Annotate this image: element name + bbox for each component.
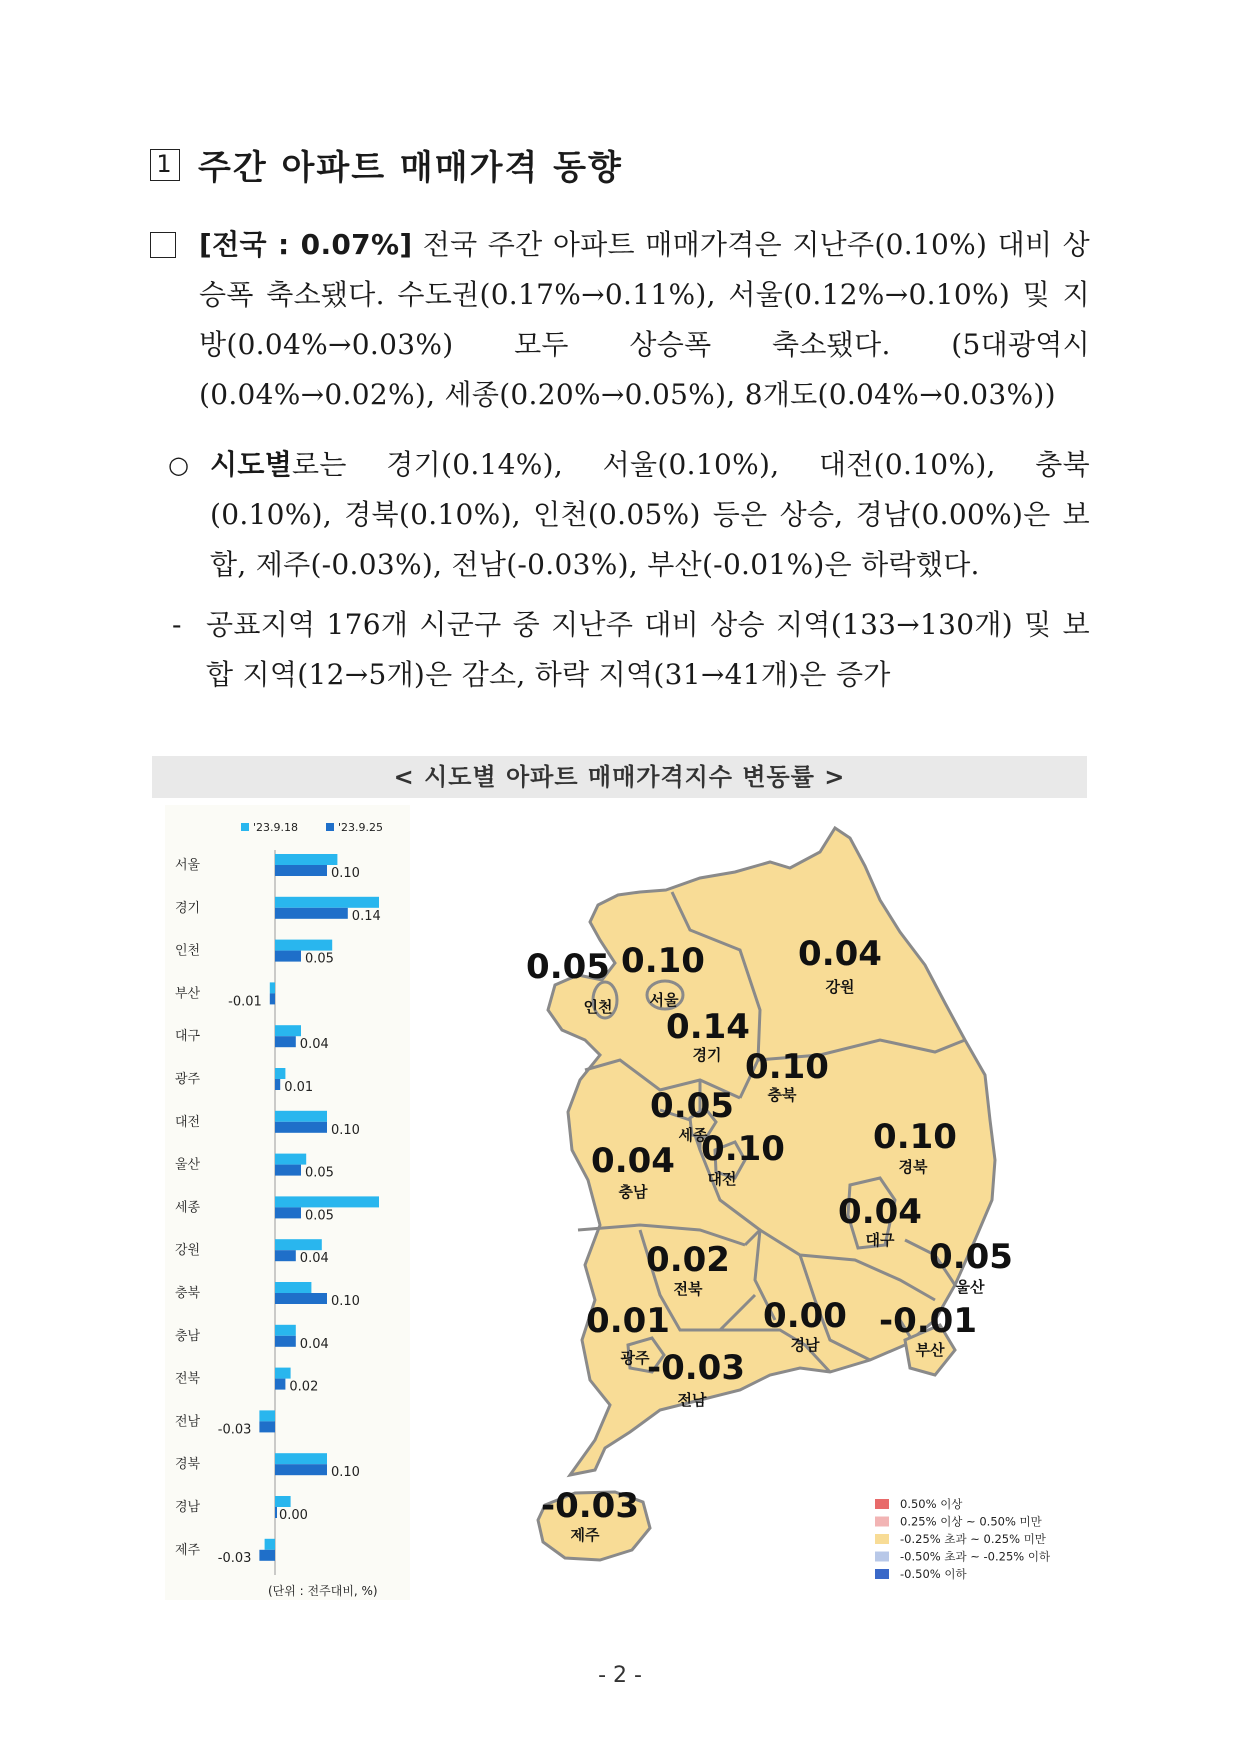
- bar: [275, 1453, 327, 1464]
- bar: [275, 1325, 296, 1336]
- bar: [275, 951, 301, 962]
- data-label: 0.04: [299, 1336, 329, 1352]
- data-label: 0.10: [331, 1294, 360, 1309]
- region-name: 경기: [692, 1046, 722, 1064]
- region-value: 0.01: [586, 1301, 670, 1341]
- region-value: -0.01: [879, 1301, 977, 1341]
- bar: [275, 1122, 327, 1133]
- region-name: 경남: [790, 1336, 820, 1354]
- region-name: 인천: [583, 998, 613, 1016]
- category-label: 충북: [175, 1286, 201, 1301]
- region-value: 0.10: [873, 1117, 957, 1157]
- data-label: 0.14: [351, 908, 381, 924]
- data-label: 0.05: [305, 1165, 334, 1181]
- korea-map: [526, 828, 1051, 1581]
- main-paragraph-body: 전국 주간 아파트 매매가격은 지난주(0.10%) 대비 상승폭 축소됐다. 수도권(0.17%→0.11%), 서울(0.12%→0.10%) 및 지방(0.04%→0.03%) 모두 상승폭 축소됐다. (5대광역시(0.04%→0.02%), 세종(0.20%→0.05%), 8개도(0.04%→0.03%)): [199, 228, 1090, 411]
- bar: [275, 940, 332, 951]
- region-name: 대구: [865, 1231, 895, 1249]
- region-name: 부산: [915, 1341, 945, 1359]
- region-value: 0.04: [591, 1141, 675, 1181]
- region-name: 충북: [767, 1086, 797, 1104]
- category-label: 대전: [175, 1114, 201, 1130]
- section-title-text: 주간 아파트 매매가격 동향: [198, 148, 623, 188]
- region-value: -0.03: [647, 1348, 745, 1388]
- bar: [270, 982, 275, 993]
- bar: [259, 1410, 275, 1421]
- bar: [275, 1154, 306, 1165]
- data-label: 0.05: [305, 951, 334, 967]
- region-value: 0.14: [666, 1007, 750, 1047]
- category-label: 인천: [175, 943, 201, 959]
- category-label: 충남: [175, 1328, 201, 1344]
- bar: [275, 1250, 296, 1261]
- category-label: 세종: [175, 1200, 201, 1216]
- bar: [275, 1507, 277, 1518]
- legend-label: '23.9.25: [338, 821, 384, 834]
- bar: [275, 1079, 280, 1090]
- bar: [259, 1550, 275, 1561]
- map-legend: [875, 1497, 1051, 1581]
- bar: [275, 1239, 322, 1250]
- region-value: -0.03: [541, 1486, 639, 1526]
- legend-range-label: 0.25% 이상 ~ 0.50% 미만: [900, 1514, 1042, 1529]
- unit-note: (단위 : 전주대비, %): [268, 1584, 378, 1598]
- region-name: 울산: [955, 1278, 985, 1296]
- legend-range-label: -0.25% 초과 ~ 0.25% 미만: [900, 1532, 1046, 1546]
- category-label: 경남: [175, 1500, 201, 1515]
- category-label: 강원: [175, 1243, 201, 1259]
- bar: [275, 1379, 285, 1390]
- category-label: 울산: [175, 1157, 201, 1173]
- bar: [275, 1196, 379, 1207]
- category-label: 대구: [175, 1029, 201, 1045]
- bar: [259, 1421, 275, 1432]
- data-label: 0.04: [299, 1251, 329, 1267]
- data-label: -0.03: [217, 1550, 252, 1566]
- legend-color-swatch: [875, 1499, 889, 1509]
- legend-range-label: -0.50% 초과 ~ -0.25% 이하: [900, 1549, 1051, 1564]
- legend-color-swatch: [875, 1534, 889, 1544]
- region-name: 강원: [825, 978, 855, 996]
- region-name: 충남: [618, 1183, 648, 1201]
- circle-bullet-icon: ○: [168, 451, 190, 479]
- bar: [275, 1368, 291, 1379]
- data-label: 0.04: [299, 1037, 329, 1053]
- legend-color-swatch: [875, 1569, 889, 1579]
- data-label: 0.10: [331, 866, 360, 881]
- region-value: 0.04: [798, 934, 882, 974]
- bar: [275, 1036, 296, 1047]
- main-paragraph-lead: [전국 : 0.07%]: [199, 228, 413, 261]
- legend-range-label: 0.50% 이상: [900, 1497, 963, 1511]
- figure-title: < 시도별 아파트 매매가격지수 변동률 >: [152, 756, 1087, 798]
- bar: [275, 1336, 296, 1347]
- bar: [275, 1111, 327, 1122]
- region-value: 0.00: [763, 1296, 847, 1336]
- data-label: 0.00: [279, 1508, 308, 1523]
- bar: [275, 1207, 301, 1218]
- region-value: 0.02: [646, 1240, 730, 1280]
- legend-range-label: -0.50% 이하: [900, 1567, 967, 1581]
- data-label: -0.03: [217, 1422, 252, 1438]
- region-value: 0.10: [701, 1129, 785, 1169]
- legend-label: '23.9.18: [253, 821, 299, 834]
- region-name: 세종: [678, 1126, 708, 1144]
- category-label: 경북: [175, 1457, 201, 1473]
- region-value: 0.05: [929, 1237, 1013, 1277]
- bar: [275, 1165, 301, 1176]
- bar: [275, 1496, 291, 1507]
- region-name: 경북: [898, 1158, 928, 1176]
- data-label: 0.02: [289, 1379, 319, 1395]
- region-value: 0.05: [650, 1086, 734, 1126]
- region-name: 광주: [620, 1349, 650, 1367]
- sub-paragraph-body: 로는 경기(0.14%), 서울(0.10%), 대전(0.10%), 충북(0.10%), 경북(0.10%), 인천(0.05%) 등은 상승, 경남(0.00%)은 보합, 제주(-0.03%), 전남(-0.03%), 부산(-0.01%)은 하락했다.: [210, 448, 1090, 581]
- dash-bullet: -: [172, 608, 182, 641]
- bar: [275, 865, 327, 876]
- region-value: 0.10: [745, 1047, 829, 1087]
- category-label: 경기: [175, 900, 201, 916]
- region-name: 전남: [677, 1391, 707, 1409]
- bar: [270, 993, 275, 1004]
- data-label: 0.10: [331, 1465, 360, 1481]
- bar: [275, 1464, 327, 1475]
- category-label: 제주: [175, 1542, 201, 1558]
- region-value: 0.05: [526, 947, 610, 987]
- data-label: 0.10: [331, 1122, 360, 1138]
- legend-swatch: [241, 823, 249, 831]
- bar-chart: [175, 821, 383, 1598]
- bar: [275, 854, 337, 865]
- sub-paragraph-lead: 시도별: [210, 448, 293, 481]
- category-label: 부산: [175, 986, 201, 1002]
- region-name: 서울: [649, 991, 679, 1009]
- legend-color-swatch: [875, 1517, 889, 1527]
- bar: [275, 1282, 311, 1293]
- region-name: 대전: [707, 1170, 737, 1188]
- category-label: 전남: [175, 1414, 201, 1430]
- region-value: 0.10: [621, 941, 705, 981]
- region-name: 전북: [673, 1280, 703, 1298]
- bar: [275, 908, 348, 919]
- section-number-box: 1: [150, 149, 180, 181]
- bar: [275, 1025, 301, 1036]
- page-number: - 2 -: [598, 1663, 642, 1688]
- category-label: 광주: [175, 1072, 201, 1087]
- data-label: 0.05: [305, 1208, 334, 1224]
- region-value: 0.04: [838, 1192, 922, 1232]
- bar: [275, 1068, 285, 1079]
- bar: [275, 897, 379, 908]
- category-label: 서울: [175, 858, 201, 873]
- dash-paragraph-text: 공표지역 176개 시군구 중 지난주 대비 상승 지역(133→130개) 및 보합 지역(12→5개)은 감소, 하락 지역(31→41개)은 증가: [206, 608, 1090, 691]
- data-label: -0.01: [228, 994, 262, 1010]
- legend-swatch: [326, 823, 334, 831]
- category-label: 전북: [175, 1371, 201, 1387]
- data-label: 0.01: [284, 1080, 314, 1095]
- legend-color-swatch: [875, 1552, 889, 1562]
- bar: [275, 1293, 327, 1304]
- bar: [265, 1539, 275, 1550]
- region-name: 제주: [570, 1526, 600, 1544]
